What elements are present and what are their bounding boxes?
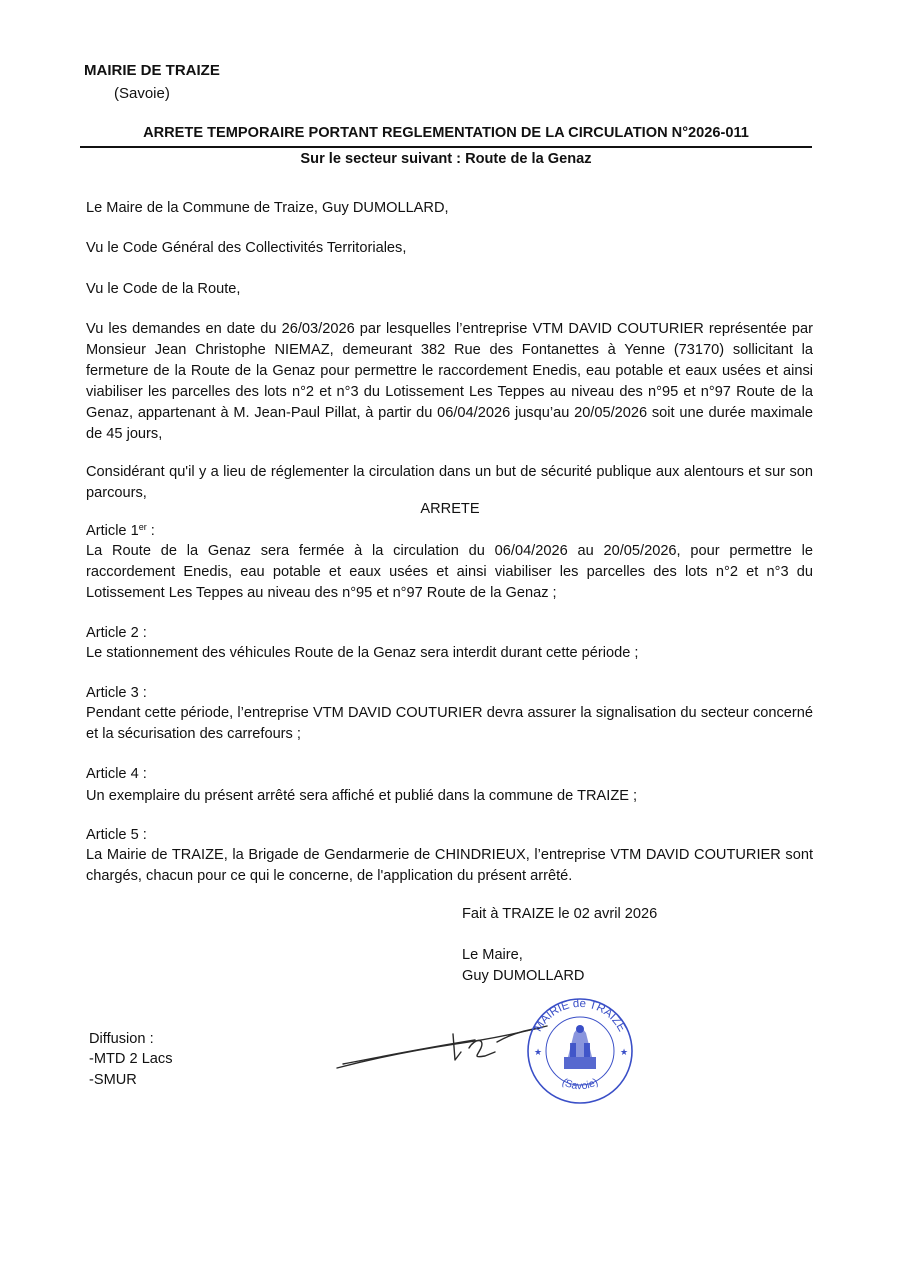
- article-5-text: La Mairie de TRAIZE, la Brigade de Gendarmerie de CHINDRIEUX, l’entreprise VTM DAVID COUTURIER sont chargés, chacun pour ce qui le concerne, de l'application du présent arrêté.: [86, 847, 813, 884]
- arrete-heading: ARRETE: [420, 501, 480, 517]
- article-4-label: Article 4 :: [86, 766, 147, 782]
- svg-text:(Savoie): [560, 1076, 600, 1092]
- seal-star-icon: ★: [620, 1047, 629, 1057]
- preamble-considerant: Considérant qu'il y a lieu de réglementer la circulation dans un but de sécurité publique aux alentours et sur son parcours,: [86, 464, 813, 501]
- diffusion-recipient: -SMUR: [89, 1072, 137, 1088]
- article-2-text: Le stationnement des véhicules Route de la Genaz sera interdit durant cette période ;: [86, 645, 639, 661]
- document-title: ARRETE TEMPORAIRE PORTANT REGLEMENTATION DE LA CIRCULATION N°2026-011: [143, 125, 749, 141]
- mayor-signature: [335, 1012, 550, 1072]
- article-2-label: Article 2 :: [86, 625, 147, 641]
- article-1-label: Article 1er :: [86, 522, 155, 539]
- article-1-text: La Route de la Genaz sera fermée à la circulation du 06/04/2026 au 20/05/2026, pour permettre le raccordement Enedis, eau potable et eaux usées et ainsi viabiliser les parcelles des lots n°2 et n°3 du Lotissement Les Teppes au niveau des n°95 et n°97 Route de la Genaz ;: [86, 543, 813, 601]
- place-and-date: Fait à TRAIZE le 02 avril 2026: [462, 906, 658, 922]
- diffusion-label: Diffusion :: [89, 1031, 154, 1047]
- article-4-text: Un exemplaire du présent arrêté sera affiché et publié dans la commune de TRAIZE ;: [86, 788, 638, 804]
- article-3-text: Pendant cette période, l’entreprise VTM DAVID COUTURIER devra assurer la signalisation du secteur concerné et la sécurisation des carrefours ;: [86, 705, 813, 742]
- municipal-seal: [522, 995, 638, 1107]
- seal-top-text: MAIRIE de TRAIZE: [532, 997, 628, 1034]
- article-3-label: Article 3 :: [86, 685, 147, 701]
- signatory-title: Le Maire,: [462, 947, 523, 963]
- preamble-vu-cgct: Vu le Code Général des Collectivités Territoriales,: [86, 240, 407, 256]
- document-subtitle: Sur le secteur suivant : Route de la Genaz: [300, 151, 592, 167]
- diffusion-recipient: -MTD 2 Lacs: [89, 1051, 173, 1067]
- seal-emblem-icon: [564, 1025, 596, 1069]
- preamble-intro: Le Maire de la Commune de Traize, Guy DUMOLLARD,: [86, 200, 449, 216]
- municipality-name: MAIRIE DE TRAIZE: [84, 62, 220, 79]
- seal-bottom-text: (Savoie): [559, 1076, 601, 1093]
- municipality-region: (Savoie): [114, 85, 170, 102]
- seal-star-icon: ★: [534, 1047, 543, 1057]
- signatory-name: Guy DUMOLLARD: [462, 968, 585, 984]
- article-5-label: Article 5 :: [86, 827, 147, 843]
- preamble-vu-code-route: Vu le Code de la Route,: [86, 281, 241, 297]
- title-divider: [80, 146, 812, 148]
- preamble-vu-demandes: Vu les demandes en date du 26/03/2026 par lesquelles l’entreprise VTM DAVID COUTURIER représentée par Monsieur Jean Christophe NIEMAZ, demeurant 382 Rue des Fontanettes à Yenne (73170) sollicitant la fermeture de la Route de la Genaz pour permettre le raccordement Enedis, eau potable et eaux usées et ainsi viabiliser les parcelles des lots n°2 et n°3 du Lotissement Les Teppes au niveau des n°95 et n°97 Route de la Genaz, appartenant à M. Jean-Paul Pillat, à partir du 06/04/2026 jusqu’au 20/05/2026 soit une durée maximale de 45 jours,: [86, 321, 813, 442]
